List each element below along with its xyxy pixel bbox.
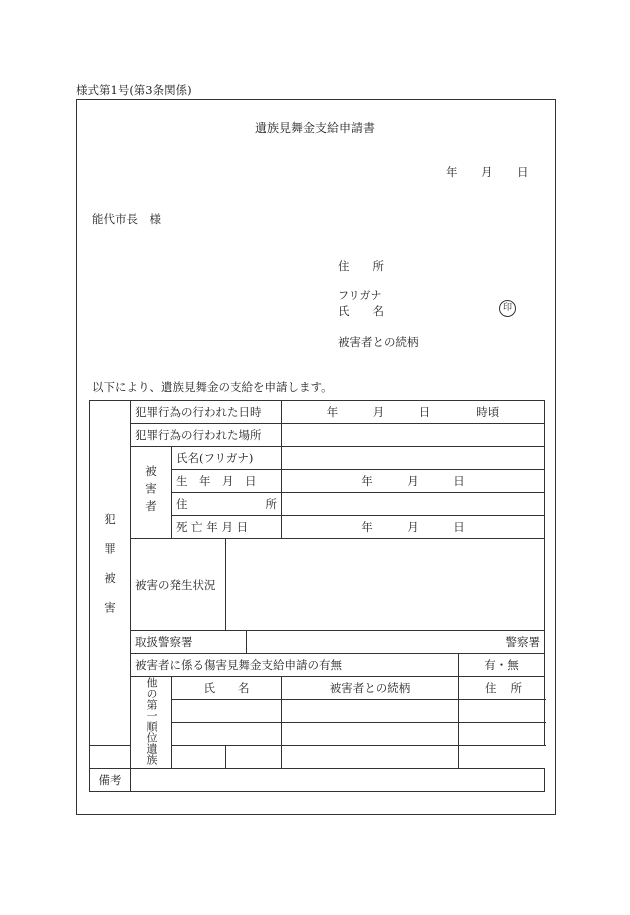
crime-place-label: 犯罪行為の行われた場所 [131,424,282,447]
other-family-header: 他の第一順位遺族 [131,677,172,769]
victim-name-label: 氏名(フリガナ) [172,447,282,470]
other-family-address-field[interactable] [459,723,545,746]
crime-place-field[interactable] [282,424,545,447]
date-day: 日 [517,165,529,179]
form-title: 遺族見舞金支給申請書 [254,121,375,135]
injury-claim-label: 被害者に係る傷害見舞金支給申請の有無 [131,654,459,677]
other-family-address-field[interactable] [459,700,545,723]
applicant-address-label: 住 所 [338,259,384,273]
crime-datetime-field[interactable]: 年 月 日 時頃 [282,401,545,424]
seal-mark: 印 [499,300,516,317]
other-family-relation-field[interactable] [282,700,459,723]
police-label: 取扱警察署 [131,631,247,654]
police-field[interactable]: 警察署 [247,631,545,654]
victim-birth-field[interactable]: 年 月 日 [282,470,545,493]
victim-name-field[interactable] [282,447,545,470]
applicant-furigana-label: フリガナ [338,289,382,302]
crime-datetime-label: 犯罪行為の行われた日時 [131,401,282,424]
applicant-name-label: 氏 名 [338,304,384,318]
other-family-name-field[interactable] [172,723,282,746]
injury-claim-field[interactable]: 有・無 [459,654,545,677]
other-family-relation-field[interactable] [226,746,282,769]
crime-section-header: 犯罪被害 [90,401,131,746]
date-year: 年 [446,165,458,179]
damage-field[interactable] [226,539,545,631]
other-family-name-header: 氏 名 [172,677,282,700]
applicant-relation-label: 被害者との続柄 [338,335,419,349]
addressee: 能代市長 様 [92,212,161,226]
form-number: 様式第1号(第3条関係) [76,83,192,97]
victim-address-field[interactable] [282,493,545,516]
remarks-label: 備考 [90,769,131,792]
other-family-address-header: 住 所 [459,677,545,700]
victim-death-label: 死 亡 年 月 日 [172,516,282,539]
victim-header: 被害者 [131,447,172,539]
victim-birth-label: 生 年 月 日 [172,470,282,493]
intro-text: 以下により、遺族見舞金の支給を申請します。 [92,380,333,394]
other-family-name-field[interactable] [172,700,282,723]
date-month: 月 [481,165,493,179]
application-table [89,400,545,792]
remarks-field[interactable] [131,769,545,792]
other-family-relation-field[interactable] [282,723,459,746]
other-family-relation-header: 被害者との続柄 [282,677,459,700]
damage-label: 被害の発生状況 [131,539,226,631]
victim-address-label: 住 所 [172,493,282,516]
victim-death-field[interactable]: 年 月 日 [282,516,545,539]
other-family-address-field[interactable] [282,746,459,769]
